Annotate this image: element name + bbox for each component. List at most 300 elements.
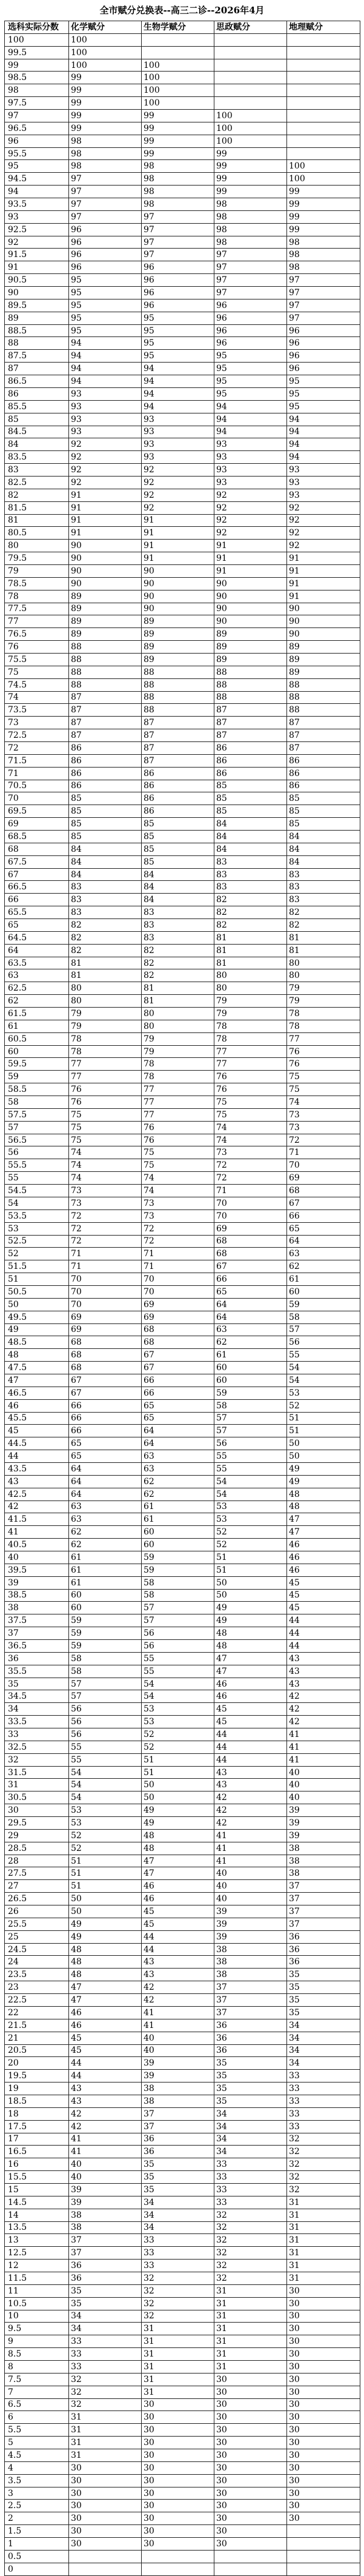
- actual-score-cell: 0: [5, 2563, 69, 2575]
- politics-score-cell: 52: [214, 1539, 287, 1551]
- biology-score-cell: 43: [142, 1969, 214, 1981]
- politics-score-cell: 87: [214, 717, 287, 729]
- biology-score-cell: 66: [142, 1374, 214, 1387]
- chemistry-score-cell: 86: [69, 741, 142, 754]
- table-row: [5, 564, 360, 577]
- actual-score-cell: 51: [5, 1273, 69, 1286]
- table-row: [5, 969, 360, 982]
- biology-score-cell: 95: [142, 324, 214, 337]
- geography-score-cell: [287, 59, 360, 72]
- table-row: [5, 1083, 360, 1096]
- actual-score-cell: 29.5: [5, 1817, 69, 1830]
- actual-score-cell: 70.5: [5, 780, 69, 792]
- geography-score-cell: 48: [287, 1488, 360, 1500]
- biology-score-cell: 91: [142, 514, 214, 527]
- actual-score-cell: 49.5: [5, 1311, 69, 1323]
- chemistry-score-cell: 88: [69, 666, 142, 678]
- actual-score-cell: 34: [5, 1703, 69, 1716]
- table-row: [5, 818, 360, 831]
- biology-score-cell: 30: [142, 2398, 214, 2411]
- politics-score-cell: 84: [214, 831, 287, 843]
- geography-score-cell: 56: [287, 1336, 360, 1349]
- politics-score-cell: 36: [214, 2019, 287, 2032]
- politics-score-cell: 70: [214, 1209, 287, 1222]
- chemistry-score-cell: [69, 2563, 142, 2575]
- table-row: [5, 387, 360, 400]
- table-row: [5, 1842, 360, 1855]
- table-row: [5, 2272, 360, 2284]
- politics-score-cell: 43: [214, 1766, 287, 1779]
- actual-score-cell: 61: [5, 1020, 69, 1032]
- actual-score-cell: 34.5: [5, 1690, 69, 1703]
- biology-score-cell: 92: [142, 489, 214, 501]
- biology-score-cell: 85: [142, 831, 214, 843]
- politics-score-cell: 52: [214, 1526, 287, 1539]
- politics-score-cell: 69: [214, 1222, 287, 1235]
- table-row: [5, 1298, 360, 1311]
- biology-score-cell: 36: [142, 2133, 214, 2146]
- table-row: [5, 1791, 360, 1804]
- geography-score-cell: 91: [287, 552, 360, 565]
- biology-score-cell: 57: [142, 1614, 214, 1627]
- politics-score-cell: 80: [214, 982, 287, 995]
- table-row: [5, 868, 360, 881]
- geography-score-cell: 73: [287, 1108, 360, 1121]
- geography-score-cell: 86: [287, 767, 360, 780]
- politics-score-cell: 36: [214, 2032, 287, 2044]
- biology-score-cell: 61: [142, 1513, 214, 1526]
- chemistry-score-cell: 88: [69, 641, 142, 654]
- table-row: [5, 577, 360, 590]
- actual-score-cell: 38: [5, 1602, 69, 1614]
- geography-score-cell: 65: [287, 1222, 360, 1235]
- politics-score-cell: 31: [214, 2348, 287, 2361]
- biology-score-cell: 90: [142, 603, 214, 615]
- actual-score-cell: 57: [5, 1121, 69, 1134]
- biology-score-cell: 88: [142, 678, 214, 691]
- table-row: [5, 1576, 360, 1589]
- actual-score-cell: 56: [5, 1146, 69, 1159]
- geography-score-cell: 30: [287, 2348, 360, 2361]
- politics-score-cell: 96: [214, 299, 287, 312]
- actual-score-cell: 29: [5, 1829, 69, 1842]
- politics-score-cell: 83: [214, 855, 287, 868]
- table-header-row: [5, 21, 360, 34]
- geography-score-cell: 32: [287, 2183, 360, 2196]
- chemistry-score-cell: 61: [69, 1564, 142, 1576]
- biology-score-cell: 69: [142, 1298, 214, 1311]
- politics-score-cell: 32: [214, 2260, 287, 2272]
- biology-score-cell: 35: [142, 2183, 214, 2196]
- chemistry-score-cell: 31: [69, 2449, 142, 2462]
- chemistry-score-cell: 54: [69, 1779, 142, 1791]
- chemistry-score-cell: 66: [69, 1425, 142, 1437]
- geography-score-cell: 34: [287, 2057, 360, 2070]
- politics-score-cell: 97: [214, 249, 287, 261]
- actual-score-cell: 37.5: [5, 1614, 69, 1627]
- table-row: [5, 1172, 360, 1185]
- chemistry-score-cell: 63: [69, 1500, 142, 1513]
- chemistry-score-cell: 87: [69, 704, 142, 717]
- biology-score-cell: 58: [142, 1589, 214, 1602]
- politics-score-cell: 31: [214, 2284, 287, 2297]
- chemistry-score-cell: 100: [69, 59, 142, 72]
- politics-score-cell: 77: [214, 1058, 287, 1071]
- politics-score-cell: 95: [214, 350, 287, 363]
- table-row: [5, 831, 360, 843]
- politics-score-cell: 42: [214, 1791, 287, 1804]
- table-row: [5, 1855, 360, 1867]
- biology-score-cell: 66: [142, 1387, 214, 1399]
- geography-score-cell: 82: [287, 919, 360, 932]
- chemistry-score-cell: 64: [69, 1462, 142, 1475]
- biology-score-cell: 94: [142, 363, 214, 375]
- politics-score-cell: 30: [214, 2411, 287, 2424]
- geography-score-cell: 58: [287, 1311, 360, 1323]
- biology-score-cell: 38: [142, 2083, 214, 2095]
- biology-score-cell: 84: [142, 894, 214, 906]
- chemistry-score-cell: 41: [69, 2146, 142, 2158]
- biology-score-cell: 44: [142, 1930, 214, 1943]
- actual-score-cell: 96: [5, 135, 69, 147]
- table-row: [5, 944, 360, 957]
- chemistry-score-cell: 97: [69, 210, 142, 223]
- biology-score-cell: 85: [142, 855, 214, 868]
- table-row: [5, 2297, 360, 2310]
- geography-score-cell: 81: [287, 944, 360, 957]
- geography-score-cell: 30: [287, 2411, 360, 2424]
- actual-score-cell: 56.5: [5, 1134, 69, 1146]
- politics-score-cell: 93: [214, 451, 287, 464]
- chemistry-score-cell: 48: [69, 1956, 142, 1969]
- geography-score-cell: 91: [287, 564, 360, 577]
- actual-score-cell: 94.5: [5, 173, 69, 186]
- biology-score-cell: 86: [142, 780, 214, 792]
- actual-score-cell: 3.5: [5, 2474, 69, 2487]
- chemistry-score-cell: 92: [69, 451, 142, 464]
- chemistry-score-cell: 92: [69, 464, 142, 477]
- geography-score-cell: 63: [287, 1248, 360, 1260]
- actual-score-cell: 69.5: [5, 805, 69, 818]
- actual-score-cell: 26: [5, 1905, 69, 1918]
- chemistry-score-cell: 83: [69, 906, 142, 919]
- geography-score-cell: 52: [287, 1399, 360, 1412]
- chemistry-score-cell: 98: [69, 147, 142, 160]
- table-row: [5, 1956, 360, 1969]
- politics-score-cell: 31: [214, 2297, 287, 2310]
- geography-score-cell: 43: [287, 1665, 360, 1678]
- biology-score-cell: 49: [142, 1817, 214, 1830]
- politics-score-cell: 32: [214, 2247, 287, 2260]
- table-row: [5, 691, 360, 704]
- geography-score-cell: 51: [287, 1425, 360, 1437]
- chemistry-score-cell: 83: [69, 894, 142, 906]
- actual-score-cell: 8: [5, 2360, 69, 2373]
- table-row: [5, 1640, 360, 1653]
- politics-score-cell: 30: [214, 2474, 287, 2487]
- geography-score-cell: 62: [287, 1260, 360, 1273]
- geography-score-cell: 88: [287, 704, 360, 717]
- actual-score-cell: 39.5: [5, 1564, 69, 1576]
- biology-score-cell: 30: [142, 2424, 214, 2437]
- actual-score-cell: 88: [5, 337, 69, 350]
- actual-score-cell: 46: [5, 1399, 69, 1412]
- politics-score-cell: 57: [214, 1412, 287, 1425]
- table-body: [5, 33, 360, 2575]
- politics-score-cell: 45: [214, 1716, 287, 1728]
- chemistry-score-cell: 69: [69, 1311, 142, 1323]
- actual-score-cell: 96.5: [5, 122, 69, 135]
- chemistry-score-cell: 97: [69, 173, 142, 186]
- actual-score-cell: 74: [5, 691, 69, 704]
- chemistry-score-cell: 96: [69, 236, 142, 249]
- chemistry-score-cell: 67: [69, 1387, 142, 1399]
- chemistry-score-cell: 85: [69, 805, 142, 818]
- table-row: [5, 1045, 360, 1058]
- chemistry-score-cell: 39: [69, 2183, 142, 2196]
- table-row: [5, 1450, 360, 1463]
- geography-score-cell: 54: [287, 1362, 360, 1374]
- table-row: [5, 2120, 360, 2133]
- table-row: [5, 2158, 360, 2171]
- chemistry-score-cell: 56: [69, 1703, 142, 1716]
- table-row: [5, 1323, 360, 1336]
- table-row: [5, 501, 360, 514]
- table-row: [5, 2032, 360, 2044]
- politics-score-cell: 65: [214, 1285, 287, 1298]
- actual-score-cell: 46.5: [5, 1387, 69, 1399]
- biology-score-cell: 87: [142, 729, 214, 742]
- chemistry-score-cell: 58: [69, 1652, 142, 1665]
- politics-score-cell: 79: [214, 1008, 287, 1020]
- biology-score-cell: 65: [142, 1399, 214, 1412]
- politics-score-cell: 34: [214, 2133, 287, 2146]
- actual-score-cell: 74.5: [5, 678, 69, 691]
- actual-score-cell: 32.5: [5, 1741, 69, 1753]
- chemistry-score-cell: 49: [69, 1918, 142, 1930]
- biology-score-cell: 56: [142, 1627, 214, 1640]
- table-row: [5, 97, 360, 110]
- table-row: [5, 2424, 360, 2437]
- chemistry-score-cell: 72: [69, 1209, 142, 1222]
- table-row: [5, 615, 360, 628]
- politics-score-cell: 72: [214, 1159, 287, 1172]
- actual-score-cell: 89.5: [5, 299, 69, 312]
- geography-score-cell: 43: [287, 1678, 360, 1690]
- geography-score-cell: 37: [287, 1905, 360, 1918]
- politics-score-cell: 35: [214, 2095, 287, 2107]
- geography-score-cell: 30: [287, 2284, 360, 2297]
- geography-score-cell: 97: [287, 287, 360, 299]
- table-row: [5, 223, 360, 236]
- geography-score-cell: 30: [287, 2398, 360, 2411]
- biology-score-cell: 61: [142, 1500, 214, 1513]
- biology-score-cell: 89: [142, 628, 214, 641]
- biology-score-cell: 32: [142, 2284, 214, 2297]
- politics-score-cell: [214, 97, 287, 110]
- table-row: [5, 1108, 360, 1121]
- chemistry-score-cell: 70: [69, 1285, 142, 1298]
- actual-score-cell: 2.5: [5, 2500, 69, 2512]
- geography-score-cell: 35: [287, 1994, 360, 2007]
- chemistry-score-cell: 61: [69, 1576, 142, 1589]
- table-row: [5, 628, 360, 641]
- table-row: [5, 552, 360, 565]
- table-row: [5, 2398, 360, 2411]
- table-row: [5, 2500, 360, 2512]
- table-row: [5, 906, 360, 919]
- actual-score-cell: 1: [5, 2538, 69, 2551]
- actual-score-cell: 7: [5, 2386, 69, 2398]
- biology-score-cell: 99: [142, 135, 214, 147]
- geography-score-cell: 30: [287, 2437, 360, 2449]
- geography-score-cell: 95: [287, 375, 360, 388]
- politics-score-cell: 81: [214, 944, 287, 957]
- geography-score-cell: 97: [287, 299, 360, 312]
- politics-score-cell: 35: [214, 2057, 287, 2070]
- geography-score-cell: 41: [287, 1741, 360, 1753]
- chemistry-score-cell: 72: [69, 1222, 142, 1235]
- table-row: [5, 324, 360, 337]
- biology-score-cell: 83: [142, 919, 214, 932]
- table-row: [5, 198, 360, 211]
- table-row: [5, 2107, 360, 2120]
- geography-score-cell: 31: [287, 2221, 360, 2234]
- politics-score-cell: 98: [214, 223, 287, 236]
- table-row: [5, 1336, 360, 1349]
- chemistry-score-cell: 30: [69, 2487, 142, 2500]
- biology-score-cell: 54: [142, 1690, 214, 1703]
- table-row: [5, 767, 360, 780]
- biology-score-cell: 80: [142, 1020, 214, 1032]
- actual-score-cell: 48.5: [5, 1336, 69, 1349]
- chemistry-score-cell: 80: [69, 982, 142, 995]
- politics-score-cell: 37: [214, 1981, 287, 1994]
- geography-score-cell: 34: [287, 2044, 360, 2057]
- table-row: [5, 792, 360, 805]
- biology-score-cell: 71: [142, 1248, 214, 1260]
- chemistry-score-cell: 51: [69, 1880, 142, 1893]
- chemistry-score-cell: 37: [69, 2234, 142, 2247]
- politics-score-cell: 31: [214, 2335, 287, 2348]
- table-row: [5, 1690, 360, 1703]
- actual-score-cell: 60.5: [5, 1032, 69, 1045]
- politics-score-cell: 57: [214, 1425, 287, 1437]
- table-row: [5, 603, 360, 615]
- politics-score-cell: 44: [214, 1753, 287, 1766]
- geography-score-cell: 46: [287, 1551, 360, 1564]
- chemistry-score-cell: 54: [69, 1766, 142, 1779]
- geography-score-cell: 40: [287, 1791, 360, 1804]
- chemistry-score-cell: 100: [69, 33, 142, 46]
- actual-score-cell: 100: [5, 33, 69, 46]
- table-row: [5, 1918, 360, 1930]
- actual-score-cell: 47.5: [5, 1362, 69, 1374]
- table-row: [5, 1994, 360, 2007]
- geography-score-cell: 35: [287, 1981, 360, 1994]
- actual-score-cell: 24: [5, 1956, 69, 1969]
- chemistry-score-cell: 30: [69, 2538, 142, 2551]
- politics-score-cell: 54: [214, 1488, 287, 1500]
- actual-score-cell: 24.5: [5, 1943, 69, 1956]
- biology-score-cell: 76: [142, 1121, 214, 1134]
- biology-score-cell: 94: [142, 387, 214, 400]
- actual-score-cell: 81: [5, 514, 69, 527]
- biology-score-cell: 30: [142, 2461, 214, 2474]
- actual-score-cell: 62: [5, 995, 69, 1008]
- table-row: [5, 717, 360, 729]
- table-row: [5, 2183, 360, 2196]
- chemistry-score-cell: 95: [69, 274, 142, 287]
- chemistry-score-cell: 95: [69, 312, 142, 324]
- geography-score-cell: 31: [287, 2209, 360, 2221]
- actual-score-cell: 83: [5, 464, 69, 477]
- geography-score-cell: 31: [287, 2196, 360, 2209]
- geography-score-cell: 31: [287, 2272, 360, 2284]
- politics-score-cell: 95: [214, 363, 287, 375]
- biology-score-cell: 31: [142, 2386, 214, 2398]
- politics-score-cell: [214, 2550, 287, 2563]
- actual-score-cell: 30: [5, 1804, 69, 1817]
- geography-score-cell: 84: [287, 855, 360, 868]
- actual-score-cell: 21.5: [5, 2019, 69, 2032]
- table-row: [5, 2095, 360, 2107]
- biology-score-cell: 100: [142, 72, 214, 84]
- biology-score-cell: 73: [142, 1209, 214, 1222]
- actual-score-cell: 11.5: [5, 2272, 69, 2284]
- biology-score-cell: 91: [142, 540, 214, 552]
- politics-score-cell: 85: [214, 805, 287, 818]
- biology-score-cell: 33: [142, 2247, 214, 2260]
- biology-score-cell: 30: [142, 2525, 214, 2538]
- politics-score-cell: [214, 33, 287, 46]
- geography-score-cell: 94: [287, 426, 360, 438]
- chemistry-score-cell: 74: [69, 1159, 142, 1172]
- geography-score-cell: 45: [287, 1602, 360, 1614]
- chemistry-score-cell: 45: [69, 2044, 142, 2057]
- biology-score-cell: 37: [142, 2120, 214, 2133]
- geography-score-cell: 75: [287, 1083, 360, 1096]
- table-row: [5, 1146, 360, 1159]
- biology-score-cell: 87: [142, 754, 214, 767]
- geography-score-cell: 84: [287, 831, 360, 843]
- chemistry-score-cell: 93: [69, 426, 142, 438]
- politics-score-cell: 86: [214, 754, 287, 767]
- biology-score-cell: 53: [142, 1703, 214, 1716]
- table-row: [5, 1311, 360, 1323]
- biology-score-cell: 85: [142, 843, 214, 855]
- chemistry-score-cell: 78: [69, 1045, 142, 1058]
- chemistry-score-cell: 50: [69, 1893, 142, 1905]
- chemistry-score-cell: 76: [69, 1083, 142, 1096]
- chemistry-score-cell: 59: [69, 1640, 142, 1653]
- biology-score-cell: 78: [142, 1071, 214, 1083]
- table-row: [5, 514, 360, 527]
- chemistry-score-cell: 42: [69, 2107, 142, 2120]
- table-row: [5, 375, 360, 388]
- politics-score-cell: 85: [214, 792, 287, 805]
- actual-score-cell: 26.5: [5, 1893, 69, 1905]
- geography-score-cell: 96: [287, 337, 360, 350]
- actual-score-cell: 41: [5, 1526, 69, 1539]
- biology-score-cell: 96: [142, 274, 214, 287]
- geography-score-cell: 61: [287, 1273, 360, 1286]
- chemistry-score-cell: 53: [69, 1804, 142, 1817]
- geography-score-cell: 79: [287, 982, 360, 995]
- politics-score-cell: 99: [214, 147, 287, 160]
- politics-score-cell: 30: [214, 2398, 287, 2411]
- actual-score-cell: 72.5: [5, 729, 69, 742]
